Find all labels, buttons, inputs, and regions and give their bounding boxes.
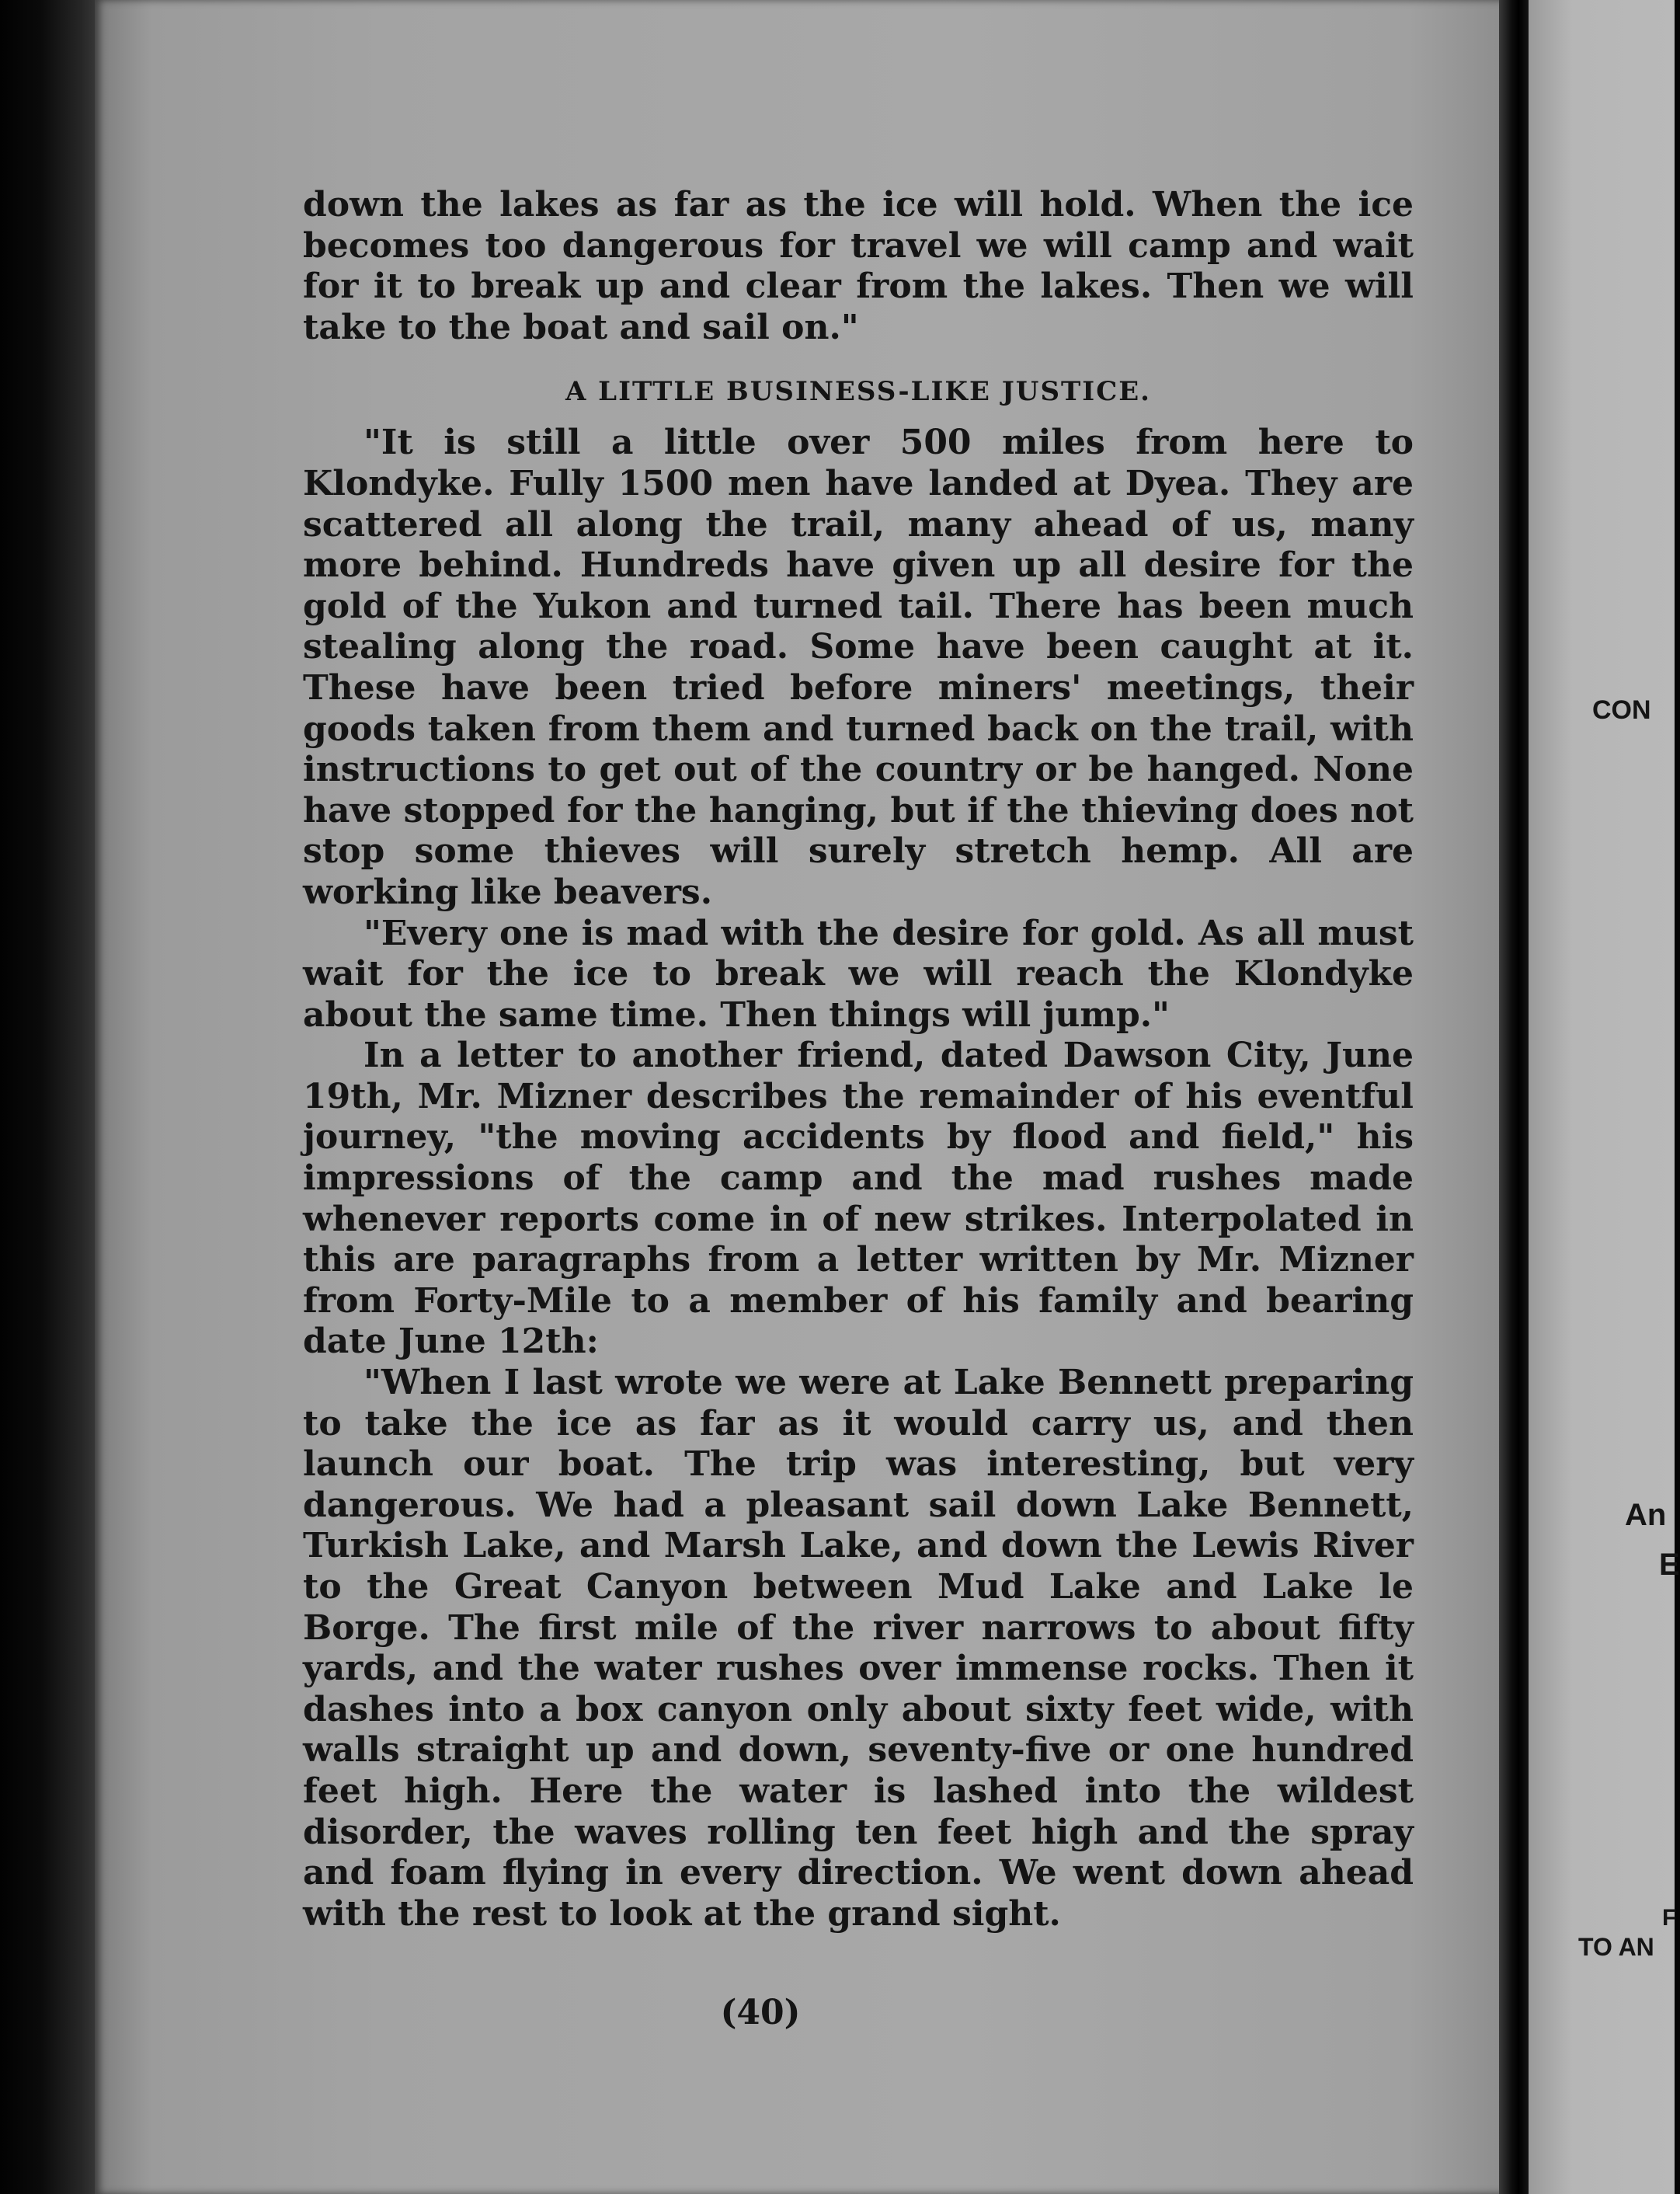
- paragraph: In a letter to another friend, dated Dawson City, June 19th, Mr. Mizner describes the remainder of his eventful journey, "the moving accidents by flood and field," his impressions of the camp and the mad rushes made whenever reports come in of new strikes. Interpolated in this are paragraphs from a letter written by Mr. Mizner from Forty-Mile to a member of his family and bearing date June 12th:: [303, 1036, 1414, 1362]
- page-number: (40): [720, 1993, 801, 2032]
- book-spine-edge: [0, 0, 101, 2194]
- book-gutter: [1499, 0, 1532, 2194]
- adjacent-page-text-fragment: An: [1625, 1498, 1667, 1532]
- page-number-row: [0, 1993, 1675, 2032]
- paragraph: "It is still a little over 500 miles from here to Klondyke. Fully 1500 men have landed at Dyea. They are scattered all along the trail, many ahead of us, many more behind. Hundreds have given up all desire for the gold of the Yukon and turned tail. There has been much stealing along the road. Some have been caught at it. These have been tried before miners' meetings, their goods taken from them and turned back on the trail, with instructions to get out of the country or be hanged. None have stopped for the hanging, but if the thieving does not stop some thieves will surely stretch hemp. All are working like beavers.: [303, 423, 1414, 912]
- adjacent-page-text-fragment: TO AN: [1578, 1933, 1654, 1961]
- adjacent-page: [1529, 0, 1675, 2194]
- paragraph: "Every one is mad with the desire for gold. As all must wait for the ice to break we will reach the Klondyke about the same time. Then things will jump.": [303, 913, 1414, 1035]
- adjacent-page-text-fragment: F: [1662, 1905, 1677, 1931]
- adjacent-page-text-fragment: CON: [1592, 695, 1651, 725]
- section-heading: A LITTLE BUSINESS-LIKE JUSTICE.: [565, 376, 1152, 408]
- adjacent-page-text-fragment: E: [1659, 1548, 1680, 1582]
- page-body-text: [303, 185, 1414, 1935]
- paragraph: "When I last wrote we were at Lake Bennett preparing to take the ice as far as it would carry us, and then launch our boat. The trip was interesting, but very dangerous. We had a pleasant sail down Lake Bennett, Turkish Lake, and Marsh Lake, and down the Lewis River to the Great Canyon between Mud Lake and Lake le Borge. The first mile of the river narrows to about fifty yards, and the water rushes over immense rocks. Then it dashes into a box canyon only about sixty feet wide, with walls straight up and down, seventy-five or one hundred feet high. Here the water is lashed into the wildest disorder, the waves rolling ten feet high and the spray and foam flying in every direction. We went down ahead with the rest to look at the grand sight.: [303, 1363, 1414, 1934]
- paragraph-continued: down the lakes as far as the ice will hold. When the ice becomes too dangerous for travel we will camp and wait for it to break up and clear from the lakes. Then we will take to the boat and sail on.": [303, 185, 1414, 347]
